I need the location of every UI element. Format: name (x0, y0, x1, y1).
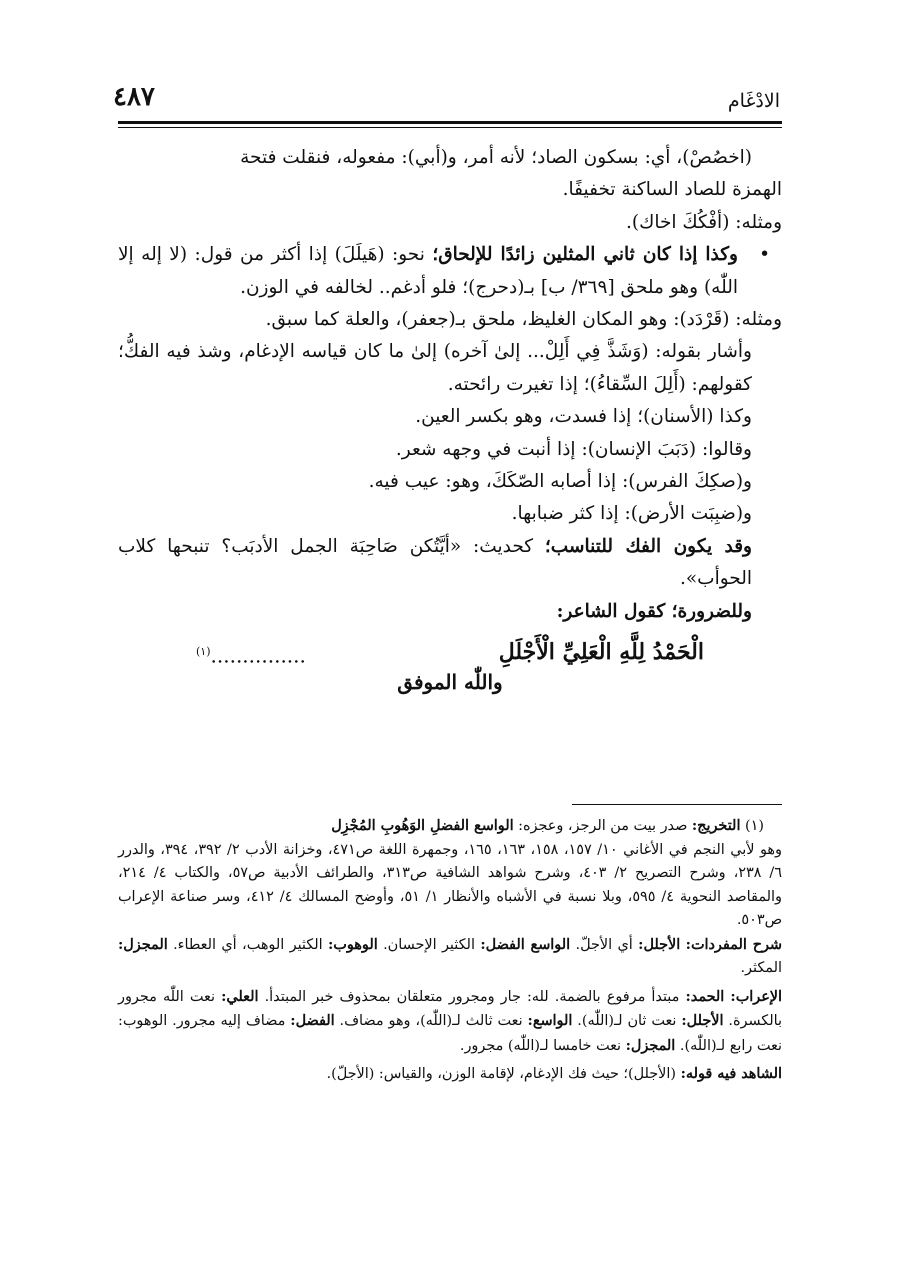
irab-def-3: نعت ثان لـ(اللّٰه). (572, 1013, 682, 1029)
verse-hemistich: الْحَمْدُ لِلَّهِ الْعَلِيِّ الْأَجْلَلِ (498, 639, 704, 666)
footnote-1-text-b: الواسع الفضلِ الوَهُوبِ المُجْزِل (331, 817, 514, 834)
irab-term-2: العلي: (221, 987, 259, 1005)
vocab-def-2: الكثير الإحسان. (377, 936, 481, 953)
closing-phrase: واللّٰه الموفق (397, 670, 503, 695)
irab-term-6: المجزل: (625, 1036, 676, 1054)
vocab-term-1: الأجلل: (638, 935, 681, 953)
irab-term-4: الواسع: (527, 1012, 573, 1029)
paragraph-10-text: كحديث: «أيَّتُكن صَاحِبَة الجمل الأدبَب؟ تنبحها كلاب الحوأب». (118, 535, 752, 590)
vocab-term-4: المجزل: (118, 935, 168, 953)
bullet-icon: • (759, 244, 770, 266)
paragraph-1 (118, 142, 782, 174)
paragraph-11: وللضرورة؛ كقول الشاعر: (556, 600, 752, 622)
irab-def-4: نعت ثالث لـ(اللّٰه)، وهو مضاف. (334, 1013, 528, 1029)
paragraph-7: وقالوا: (دَبَبَ الإنسان): إذا أنبت في وجهه شعر. (395, 438, 752, 460)
footnote-irab (118, 985, 782, 1059)
vocab-label: شرح المفردات: (685, 935, 782, 953)
footnote-1-sources: وهو لأبي النجم في الأغاني ١٠/ ١٥٧، ١٥٨، ١٦٣، ١٦٥، وجمهرة اللغة ص٤٧١، وخزانة الأدب ٢/ ٣٩٢، ٣٩٤، والدرر ٦/ ٢٣٨، وشرح التصريح ٢/ ٤٠٣، وشرح شواهد الشافية ص٣١٣، والطرائف الأدبية ص٥٧، والكتاب ٤/ ٢١٤، والمقاصد النحوية ٤/ ٥٩٥، وبلا نسبة في الأشباه والأنظار ١/ ٥١، وأوضح المسالك ٤/ ٤١٢، وسر صناعة الإعراب ص٥٠٣. (118, 841, 782, 928)
paragraph-1-continued (118, 174, 782, 206)
shahid-label: الشاهد فيه قوله: (680, 1065, 782, 1082)
irab-def-5: مضاف إليه مجرور. الوهوب: نعت رابع لـ(اللّٰه). (118, 1013, 782, 1054)
paragraph-6: وكذا (الأسنان)؛ إذا فسدت، وهو بكسر العين. (415, 406, 752, 428)
vocab-def-1: أي الأجلّ. (570, 936, 639, 953)
paragraph-10-bold-lead: وقد يكون الفك للتناسب؛ (544, 535, 752, 557)
paragraph-2: ومثله: (أفْكُكَ اخاك). (625, 211, 782, 233)
irab-def-6: نعت خامسا لـ(اللّٰه) مجرور. (459, 1037, 626, 1054)
paragraph-1-line-1: (اخصُصْ)، أي: بسكون الصاد؛ لأنه أمر، و(أبي): مفعوله، فنقلت فتحة (240, 147, 752, 168)
footnote-1-text-a: صدر بيت من الرجز، وعجزه: (513, 818, 692, 834)
header-rule-thin (118, 127, 782, 128)
paragraph-1-line-2: الهمزة للصاد الساكنة تخفيفًا. (562, 179, 782, 201)
footnote-shahid (118, 1062, 782, 1087)
footnote-1-number: (١) (745, 818, 764, 834)
verse-dots-text: ............... (210, 643, 306, 668)
irab-def-1: مبتدأ مرفوع بالضمة. لله: جار ومجرور متعلقان بمحذوف خبر المبتدأ. (258, 988, 686, 1005)
irab-label: الإعراب: (730, 987, 783, 1005)
bullet-paragraph (118, 239, 782, 304)
irab-term-1: الحمد: (685, 987, 725, 1005)
bullet-bold-lead: وكذا إذا كان ثاني المثلين زائدًا للإلحاق؛ (432, 244, 738, 266)
footnote-separator (572, 804, 782, 805)
paragraph-8: و(صكِكَ الفرس): إذا أصابه الصّكَكَ، وهو: عيب فيه. (368, 471, 752, 493)
paragraph-9: و(ضبِبَت الأرض): إذا كثر ضبابها. (511, 503, 752, 525)
bullet-text: نحو: (هَيلَلَ) إذا أكثر من قول: (لا إله إلا اللّٰه) وهو ملحق [٣٦٩/ ب] بـ(دحرج)؛ فلو أدغم.. لخالفه في الوزن. (118, 244, 738, 298)
irab-term-3: الأجلل: (681, 1012, 724, 1029)
main-text (118, 142, 782, 706)
irab-term-5: الفضل: (290, 1012, 335, 1029)
header-rule-thick (118, 121, 782, 124)
footnote-vocabulary (118, 933, 782, 981)
paragraph-10 (118, 531, 782, 596)
vocab-def-4: المكثر. (740, 960, 782, 976)
footnotes (118, 814, 782, 1087)
running-header-title: الادْغَام (727, 90, 780, 112)
vocab-term-3: الوهوب: (328, 935, 378, 953)
page-number: ٤٨٧ (113, 82, 155, 112)
vocab-term-2: الواسع الفضل: (480, 935, 571, 953)
vocab-def-3: الكثير الوهب، أي العطاء. (167, 936, 328, 953)
poetry-verse (118, 636, 782, 706)
irab-def-2: نعت اللّٰه مجرور بالكسرة. (118, 988, 782, 1029)
footnote-1-label: التخريج: (691, 817, 741, 834)
footnote-1-heading (118, 814, 782, 839)
footnote-reference: (١) (196, 645, 211, 659)
paragraph-5: وأشار بقوله: (وَشَذَّ فِي أَلِلْ... إلىٰ آخره) إلىٰ ما كان قياسه الإدغام، وشذ فيه الفكُّ؛ كقولهم: (أَلِلَ السِّقاءُ)؛ إذا تغيرت رائحته. (118, 341, 752, 395)
paragraph-4: ومثله: (قَرْدَد): وهو المكان الغليظ، ملحق بـ(جعفر)، والعلة كما سبق. (265, 309, 782, 331)
shahid-text: (الأجلل)؛ حيث فك الإدغام، لإقامة الوزن، والقياس: (الأجلّ). (326, 1066, 681, 1082)
